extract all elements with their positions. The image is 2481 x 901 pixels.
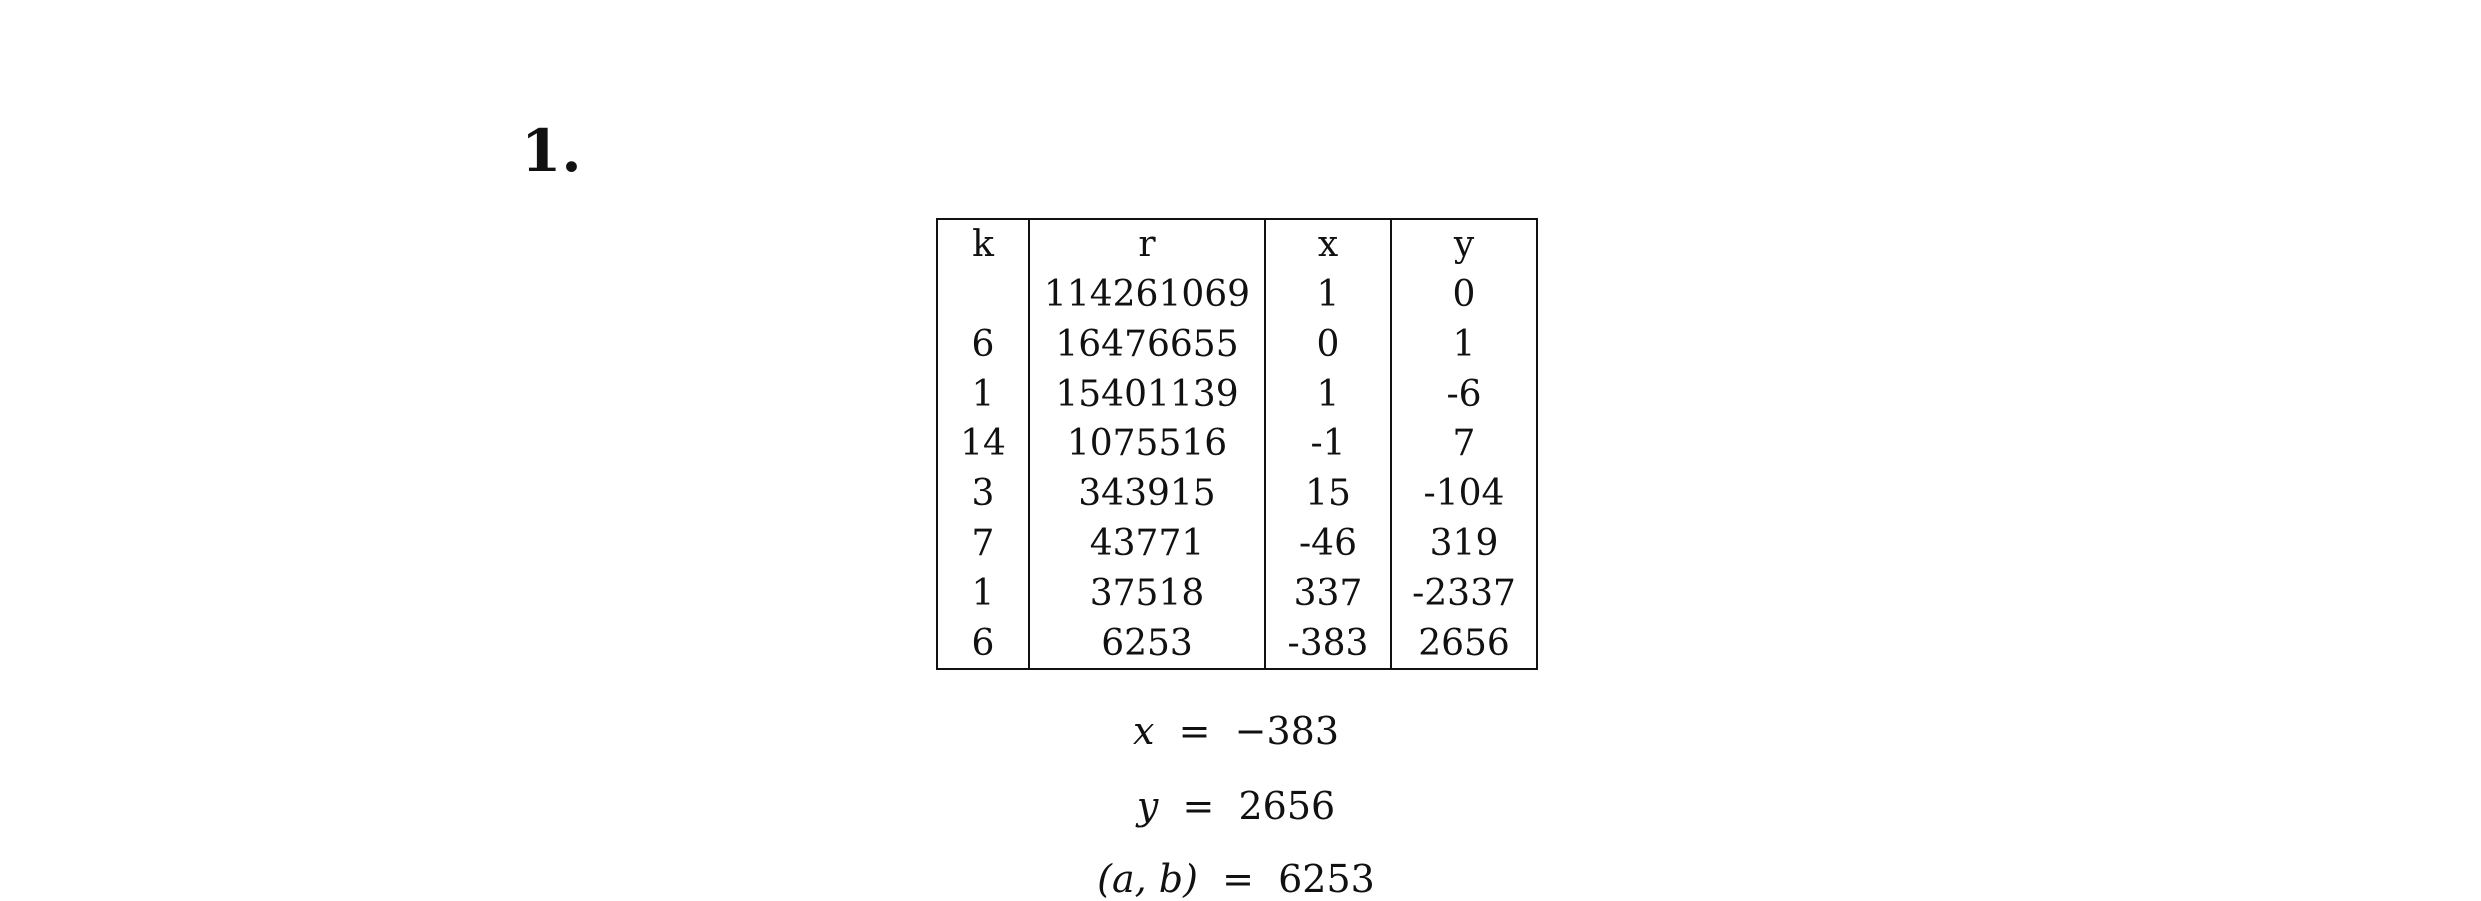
cell-y: -2337 xyxy=(1391,569,1537,619)
result-x-rhs: −383 xyxy=(1234,709,1339,753)
column-header-r: r xyxy=(1029,219,1265,270)
cell-r: 1075516 xyxy=(1029,419,1265,469)
table-row xyxy=(937,569,1537,619)
cell-y: 2656 xyxy=(1391,619,1537,670)
table-row xyxy=(937,370,1537,420)
cell-k: 14 xyxy=(937,419,1029,469)
section-number: 1. xyxy=(521,117,582,185)
cell-y: -104 xyxy=(1391,469,1537,519)
table-row xyxy=(937,419,1537,469)
cell-k: 3 xyxy=(937,469,1029,519)
cell-x: -1 xyxy=(1265,419,1391,469)
column-header-x: x xyxy=(1265,219,1391,270)
cell-x: -383 xyxy=(1265,619,1391,670)
table-header-row xyxy=(937,219,1537,270)
column-header-k: k xyxy=(937,219,1029,270)
table-header xyxy=(937,219,1537,270)
cell-y: 319 xyxy=(1391,519,1537,569)
result-gcd-rhs: 6253 xyxy=(1278,857,1375,901)
table-row xyxy=(937,519,1537,569)
cell-k xyxy=(937,270,1029,320)
table-row xyxy=(937,320,1537,370)
equals-sign: = xyxy=(1170,784,1227,828)
result-x-equation xyxy=(936,709,1536,753)
cell-y: 1 xyxy=(1391,320,1537,370)
cell-k: 7 xyxy=(937,519,1029,569)
cell-x: -46 xyxy=(1265,519,1391,569)
euclid-table xyxy=(936,218,1538,670)
euclid-table-container xyxy=(936,218,1538,670)
result-y-rhs: 2656 xyxy=(1238,784,1336,828)
cell-r: 37518 xyxy=(1029,569,1265,619)
cell-y: 7 xyxy=(1391,419,1537,469)
column-header-y: y xyxy=(1391,219,1537,270)
equals-sign: = xyxy=(1210,857,1267,901)
cell-r: 16476655 xyxy=(1029,320,1265,370)
cell-r: 343915 xyxy=(1029,469,1265,519)
cell-y: 0 xyxy=(1391,270,1537,320)
cell-k: 1 xyxy=(937,370,1029,420)
result-x-lhs: x xyxy=(1133,709,1155,753)
cell-r: 6253 xyxy=(1029,619,1265,670)
cell-x: 1 xyxy=(1265,270,1391,320)
result-y-equation xyxy=(936,784,1536,828)
equals-sign: = xyxy=(1166,709,1223,753)
table-row xyxy=(937,619,1537,670)
table-row xyxy=(937,469,1537,519)
cell-x: 1 xyxy=(1265,370,1391,420)
result-gcd-equation xyxy=(936,857,1536,901)
cell-r: 43771 xyxy=(1029,519,1265,569)
cell-x: 337 xyxy=(1265,569,1391,619)
cell-k: 1 xyxy=(937,569,1029,619)
cell-x: 15 xyxy=(1265,469,1391,519)
cell-y: -6 xyxy=(1391,370,1537,420)
result-gcd-lhs: (a, b) xyxy=(1097,857,1198,901)
cell-x: 0 xyxy=(1265,320,1391,370)
result-y-lhs: y xyxy=(1136,784,1159,828)
cell-k: 6 xyxy=(937,320,1029,370)
cell-r: 15401139 xyxy=(1029,370,1265,420)
cell-k: 6 xyxy=(937,619,1029,670)
table-row xyxy=(937,270,1537,320)
table-body xyxy=(937,270,1537,669)
cell-r: 114261069 xyxy=(1029,270,1265,320)
